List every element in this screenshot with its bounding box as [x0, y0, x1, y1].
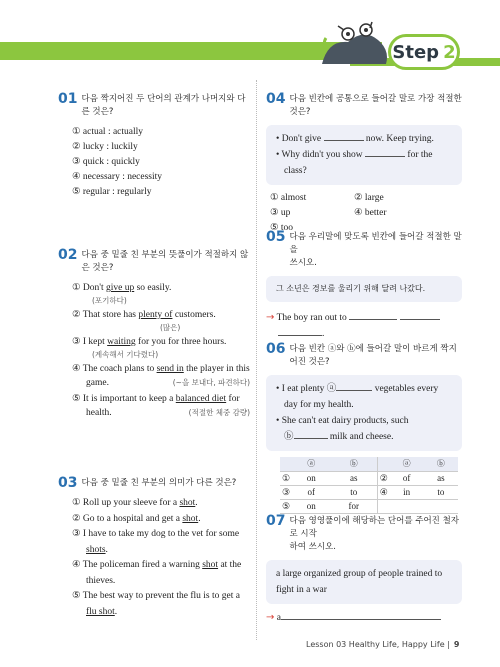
question-06: [266, 342, 462, 514]
option-5: ⑤ regular : regularly: [72, 187, 152, 197]
table-row: ① on as ② of as: [280, 471, 458, 485]
option-5-cont: health. (적절한 체중 감량): [86, 408, 250, 418]
step-number: 2: [443, 41, 456, 63]
question-text: 다음 중 밑줄 친 부분의 뜻풀이가 적절하지 않은 것은?: [81, 250, 249, 273]
option-3: ③ up: [270, 208, 291, 218]
question-number: 02: [58, 247, 78, 263]
column-divider: [256, 80, 257, 640]
option-1-gloss: (포기하다): [92, 296, 127, 305]
question-text: 다음 우리말에 맞도록 빈칸에 들어갈 적절한 말을 쓰시오.: [289, 232, 462, 268]
question-number: 01: [58, 91, 78, 107]
question-04: [266, 92, 462, 236]
option-4: ④ necessary : necessity: [72, 172, 163, 182]
option-4: ④ better: [354, 208, 387, 218]
korean-sentence-box: 그 소년은 경보를 울리기 위해 달려 나갔다.: [266, 276, 462, 302]
question-number: 05: [266, 229, 286, 245]
lesson-title: Lesson 03 Healthy Life, Happy Life: [306, 640, 445, 649]
option-1: ① actual : actually: [72, 127, 144, 137]
table-row: ③ of to ④ in to: [280, 485, 458, 499]
question-text: 다음 빈칸 ⓐ와 ⓑ에 들어갈 말이 바르게 짝지어진 것은?: [289, 344, 457, 367]
option-4-cont: thieves.: [86, 575, 116, 586]
step-badge: [388, 34, 460, 70]
question-02: [58, 248, 250, 420]
question-text: 다음 짝지어진 두 단어의 관계가 나머지와 다른 것은?: [81, 94, 246, 117]
question-number: 06: [266, 341, 286, 357]
option-2: ② Go to a hospital and get a shot.: [72, 513, 201, 524]
option-4-cont: game. (~을 보내다, 파견하다): [86, 378, 250, 388]
sentence-2-cont: class?: [284, 166, 307, 176]
table-row: ⑤ on for: [280, 499, 458, 513]
sentence-1: • Don't give now. Keep trying.: [276, 134, 434, 144]
sentence-2: • Why didn't you show for the: [276, 150, 433, 160]
answer-line: → The boy ran out to .: [266, 310, 462, 342]
option-3: ③ quick : quickly: [72, 157, 140, 167]
sentence-2: • She can't eat dairy products, such: [276, 416, 409, 426]
sentence-box: [266, 125, 462, 185]
sentence-box: [266, 375, 462, 451]
page-number: 9: [453, 640, 460, 649]
option-5: ⑤ It is important to keep a balanced diet for: [72, 394, 240, 404]
option-5: ⑤ The best way to prevent the flu is to get a: [72, 591, 240, 601]
option-1: ① Roll up your sleeve for a shot.: [72, 498, 198, 508]
question-number: 04: [266, 91, 286, 107]
definition-line-2: fight in a war: [276, 585, 327, 595]
question-01: [58, 92, 250, 200]
question-05: [266, 230, 462, 342]
option-3-gloss: (계속해서 기다렸다): [92, 350, 159, 359]
definition-line-1: a large organized group of people trained to: [276, 569, 443, 579]
page-footer: Lesson 03 Healthy Life, Happy Life | 9: [306, 640, 460, 649]
sentence-1: • I eat plenty ⓐ vegetables every: [276, 384, 439, 394]
option-1: ① Don't give up so easily.: [72, 283, 172, 293]
option-2: ② That store has plenty of customers.: [72, 310, 216, 320]
table-header: ⓐ ⓑ ⓐ ⓑ: [280, 457, 458, 471]
question-number: 07: [266, 513, 286, 529]
option-1: ① almost: [270, 193, 307, 203]
definition-box: [266, 560, 462, 604]
answer-line: → a: [266, 612, 462, 623]
option-2-gloss: (많은): [160, 323, 181, 332]
question-text: 다음 빈칸에 공통으로 들어갈 말로 가장 적절한 것은?: [289, 94, 462, 117]
step-word: Step: [392, 41, 440, 63]
option-4: ④ The coach plans to send in the player in this: [72, 364, 250, 374]
character-illustration-icon: [318, 20, 390, 64]
option-3: ③ I kept waiting for you for three hours.: [72, 337, 227, 347]
question-03: [58, 476, 250, 620]
option-2: ② large: [354, 193, 384, 203]
question-07: [266, 514, 462, 623]
answer-table: [280, 457, 458, 514]
option-5: ⑤ too: [270, 223, 294, 233]
sentence-1-cont: day for my health.: [284, 400, 354, 410]
option-3-cont: shots.: [86, 544, 108, 555]
option-3: ③ I have to take my dog to the vet for some: [72, 529, 240, 539]
option-5-cont: flu shot.: [86, 606, 118, 617]
question-number: 03: [58, 475, 78, 491]
option-2: ② lucky : luckily: [72, 142, 138, 152]
question-text: 다음 중 밑줄 친 부분의 의미가 다른 것은?: [81, 478, 237, 488]
question-text: 다음 영영풀이에 해당하는 단어를 주어진 철자로 시작 하여 쓰시오.: [289, 516, 460, 552]
sentence-2-cont: ⓑ milk and cheese.: [284, 432, 394, 442]
option-4: ④ The policeman fired a warning shot at the: [72, 560, 242, 570]
